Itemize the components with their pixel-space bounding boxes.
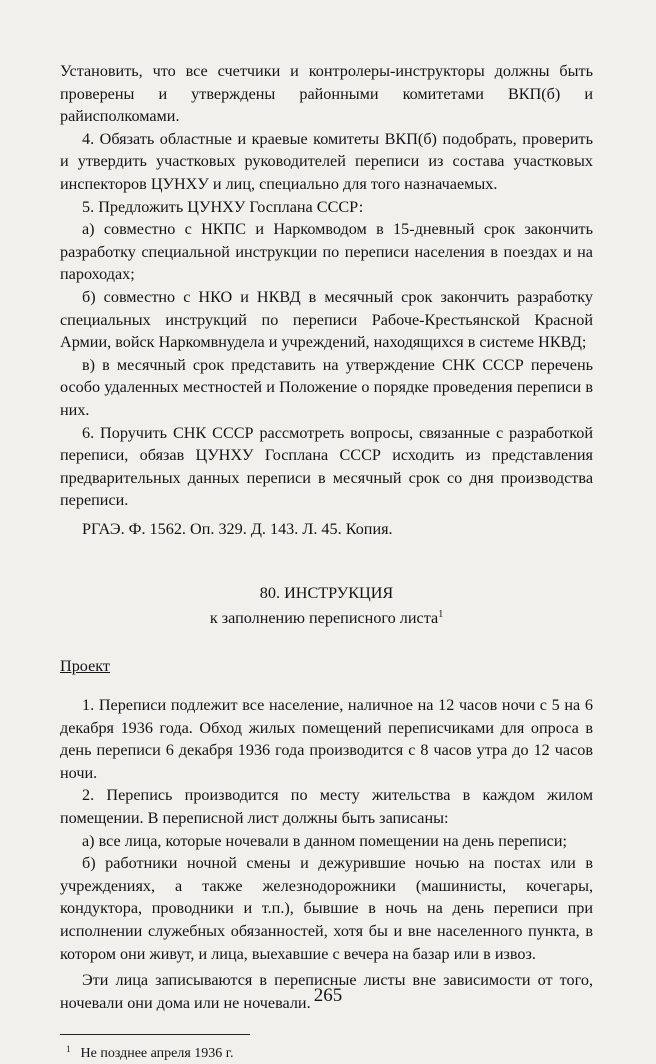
instruction-note: Эти лица записываются в переписные листы вне зависимости от того, ночевали они дома или не ночевали.: [60, 971, 593, 1012]
subtitle-text: к заполнению переписного листа: [209, 609, 439, 628]
footnote: [60, 1039, 593, 1064]
footnote-reference: 1: [438, 609, 444, 621]
project-label: Проект: [60, 657, 110, 676]
archive-source: РГАЭ. Ф. 1562. Оп. 329. Д. 143. Л. 45. Копия.: [82, 519, 393, 538]
instruction-item-1: 1. Переписи подлежит все население, наличное на 12 часов ночи с 5 на 6 декабря 1936 года. Обход жилых помещений переписчиками для опроса в день переписи 6 декабря 1936 года производится с 8 часов утра до 12 часов ночи.: [60, 696, 593, 782]
paragraph-item-4: 4. Обязать областные и краевые комитеты ВКП(б) подобрать, проверить и утвердить участковых руководителей переписи из состава участковых инспекторов ЦУНХУ и лиц, специально для того назначаемых.: [60, 129, 593, 193]
paragraph-item-5b: б) совместно с НКО и НКВД в месячный срок закончить разработку специальных инструкций по переписи Рабоче-Крестьянской Красной Армии, войск Наркомвнудела и учреждений, находящихся в системе НКВД;: [60, 287, 593, 352]
footnote-mark: 1: [66, 1044, 71, 1055]
footnote-text: Не позднее апреля 1936 г.: [80, 1046, 234, 1062]
paragraph-item-5a: а) совместно с НКПС и Наркомводом в 15-дневный срок закончить разработку специальной инструкции по переписи населения в поездах и на пароходах;: [60, 220, 593, 284]
paragraph-item-5c: в) в месячный срок представить на утверждение СНК СССР перечень особо удаленных местностей и Положение о порядке проведения переписи в них.: [60, 355, 593, 419]
document-page: [60, 60, 593, 1064]
instruction-item-2b: б) работники ночной смены и дежурившие ночью на постах или в учреждениях, а также железнодорожники (машинисты, кочегары, кондуктора, проводники и т.п.), бывшие в ночь на день переписи при исполнении служебных обязанностей, хотя бы и вне населенного пункта, в котором они живут, и лица, выехавшие с вечера на базар или в извоз.: [60, 854, 593, 963]
document-subtitle: [60, 604, 593, 629]
paragraph-item-6: 6. Поручить СНК СССР рассмотреть вопросы, связанные с разработкой переписи, обязав ЦУНХУ Госплана СССР исходить из представления предварительных данных переписи в месячный срок со дня производства переписи.: [60, 423, 593, 510]
instruction-item-2: 2. Перепись производится по месту жительства в каждом жилом помещении. В переписной лист должны быть записаны:: [60, 786, 593, 828]
footnote-divider: [60, 1034, 250, 1035]
paragraph-item-5: 5. Предложить ЦУНХУ Госплана СССР:: [82, 197, 364, 216]
instruction-item-2a: а) все лица, которые ночевали в данном помещении на день переписи;: [82, 831, 568, 850]
page-number: 265: [313, 985, 343, 1006]
document-title: 80. ИНСТРУКЦИЯ: [259, 584, 394, 603]
paragraph-intro: Установить, что все счетчики и контролеры-инструкторы должны быть проверены и утверждены районными комитетами ВКП(б) и райисполкомами.: [60, 62, 593, 126]
